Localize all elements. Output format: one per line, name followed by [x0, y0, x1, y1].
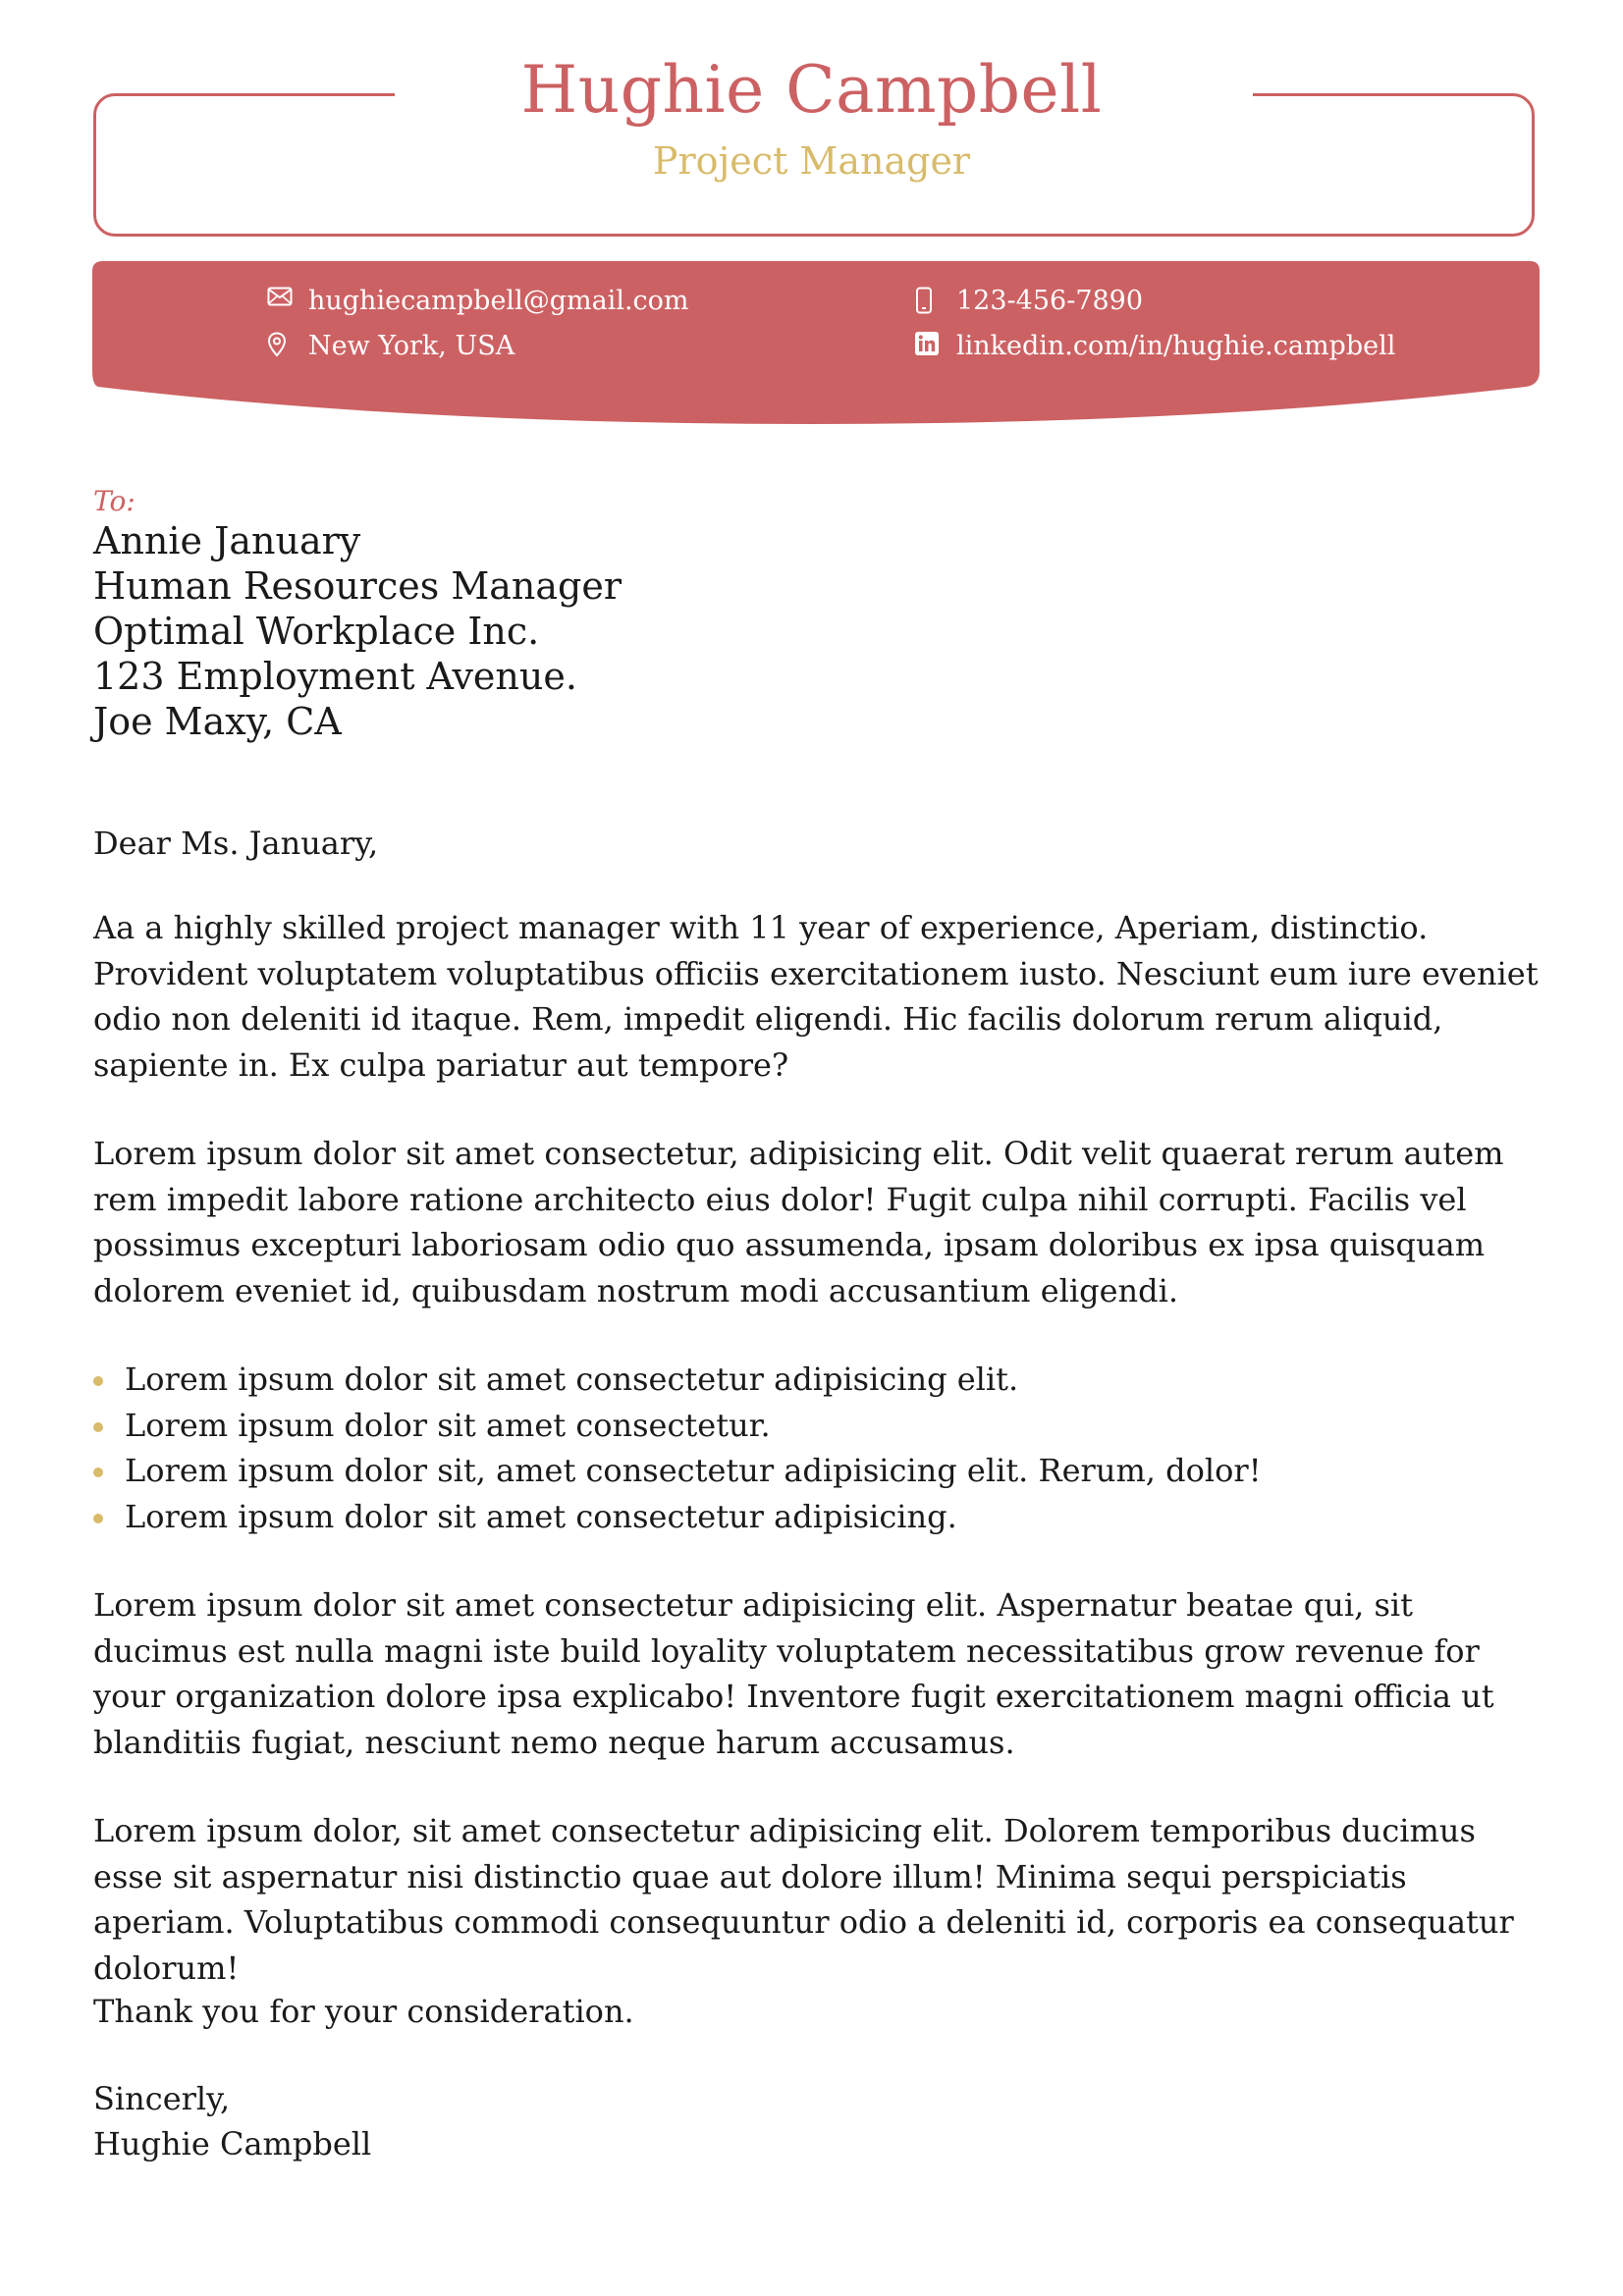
bullet-dot	[93, 1376, 103, 1386]
phone-icon	[915, 287, 943, 314]
paragraph-4: Lorem ipsum dolor, sit amet consectetur adipisicing elit. Dolorem temporibus ducimus esse sit aspernatur nisi distinctio quae aut dolore illum! Minima sequi perspiciatis aperiam. Voluptatibus commodi consequuntur odio a deleniti id, corporis ea consequatur dolorum!	[93, 1812, 1514, 1987]
bullet-text: Lorem ipsum dolor sit, amet consectetur adipisicing elit. Rerum, dolor!	[125, 1452, 1262, 1489]
signature-name: Hughie Campbell	[93, 2125, 372, 2163]
closing-line: Thank you for your consideration.	[93, 1993, 634, 2030]
contact-banner	[0, 255, 1623, 432]
bullet-dot	[93, 1514, 103, 1523]
recipient-street: 123 Employment Avenue.	[93, 655, 577, 698]
phone-text: 123-456-7890	[956, 285, 1144, 316]
salutation: Dear Ms. January,	[93, 825, 379, 862]
list-item	[93, 1448, 1546, 1494]
bullet-dot	[93, 1468, 103, 1477]
paragraph-2: Lorem ipsum dolor sit amet consectetur, adipisicing elit. Odit velit quaerat rerum autem rem impedit labore ratione architecto eius dolor! Fugit culpa nihil corrupti. Facilis vel possimus excepturi laboriosam odio quo assumenda, ipsam doloribus ex ipsa quisquam dolorem eveniet id, quibusdam nostrum modi accusantium eligendi.	[93, 1135, 1504, 1309]
recipient-block	[93, 518, 622, 744]
signoff: Sincerly,	[93, 2080, 231, 2117]
list-item	[93, 1357, 1546, 1403]
bullet-list	[93, 1357, 1546, 1539]
recipient-company: Optimal Workplace Inc.	[93, 610, 540, 653]
recipient-city: Joe Maxy, CA	[93, 700, 342, 743]
email-text: hughiecampbell@gmail.com	[308, 285, 689, 316]
bullet-text: Lorem ipsum dolor sit amet consectetur adipisicing.	[125, 1497, 957, 1535]
applicant-job-title: Project Manager	[652, 139, 971, 183]
paragraph-3: Lorem ipsum dolor sit amet consectetur adipisicing elit. Aspernatur beatae qui, sit ducimus est nulla magni iste build loyality voluptatem necessitatibus grow revenue for your organization dolore ipsa explicabo! Inventore fugit exercitationem magni officia ut blanditiis fugiat, nesciunt nemo neque harum accusamus.	[93, 1586, 1494, 1761]
recipient-title: Human Resources Manager	[93, 564, 622, 608]
envelope-icon	[267, 287, 295, 314]
linkedin-text: linkedin.com/in/hughie.campbell	[956, 330, 1396, 361]
applicant-name: Hughie Campbell	[520, 52, 1103, 128]
recipient-label: To:	[93, 485, 135, 517]
contact-email[interactable]	[267, 287, 689, 314]
contact-location	[267, 332, 514, 359]
linkedin-icon	[915, 332, 943, 359]
list-item	[93, 1494, 1546, 1540]
bullet-text: Lorem ipsum dolor sit amet consectetur.	[125, 1406, 771, 1444]
contact-linkedin[interactable]	[915, 332, 1395, 359]
paragraph-1: Aa a highly skilled project manager with 11 year of experience, Aperiam, distinctio. Provident voluptatem voluptatibus officiis exercitationem iusto. Nesciunt eum iure eveniet odio non deleniti id itaque. Rem, impedit eligendi. Hic facilis dolorum rerum aliquid, sapiente in. Ex culpa pariatur aut tempore?	[93, 909, 1539, 1084]
contact-phone[interactable]	[915, 287, 1143, 314]
recipient-name: Annie January	[93, 519, 361, 562]
bullet-text: Lorem ipsum dolor sit amet consectetur adipisicing elit.	[125, 1361, 1019, 1398]
list-item	[93, 1403, 1546, 1449]
map-pin-icon	[267, 332, 295, 359]
bullet-dot	[93, 1422, 103, 1432]
location-text: New York, USA	[308, 330, 515, 361]
